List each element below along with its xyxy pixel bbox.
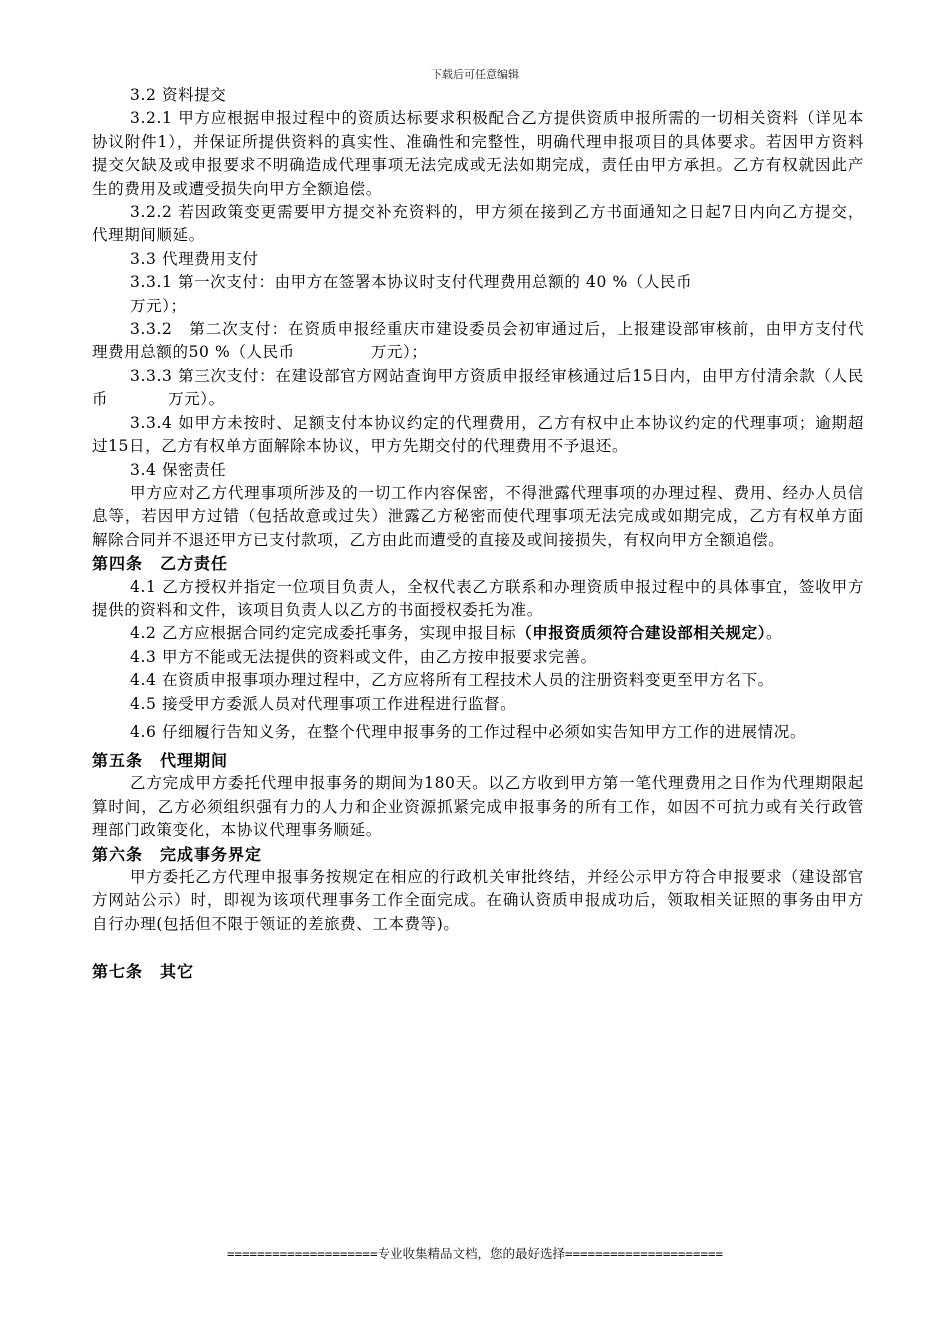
clause-4-1: 4.1 乙方授权并指定一位项目负责人，全权代表乙方联系和办理资质申报过程中的具体事宜，签收甲方提供的资料和文件，该项目负责人以乙方的书面授权委托为准。 (92, 577, 864, 619)
clause-3-3-3-text: 3.3.3 第三次支付：在建设部官方网站查询甲方资质申报经审核通过后15日内，由甲方付清余款（人民币 (92, 366, 864, 409)
clause-4-2-text: 4.2 乙方应根据合同约定完成委托事务，实现申报目标 (130, 624, 517, 643)
clause-4-6: 4.6 仔细履行告知义务，在整个代理申报事务的工作过程中必须如实告知甲方工作的进展情况。 (130, 722, 806, 741)
clause-4-2-bold-note: （申报资质须符合建设部相关规定） (516, 624, 767, 643)
clause-4-4: 4.4 在资质申报事项办理过程中，乙方应将所有工程技术人员的注册资料变更至甲方名下。 (130, 671, 774, 690)
clause-3-3-2-tail: 万元）； (370, 343, 428, 362)
clause-4-3: 4.3 甲方不能或无法提供的资料或文件，由乙方按申报要求完善。 (130, 647, 597, 666)
section-3-4-title: 3.4 保密责任 (130, 460, 227, 479)
clause-3-3-1-tail: 万元）； (130, 296, 187, 315)
clause-3-3-3-tail: 万元）。 (168, 390, 225, 409)
clause-3-3-4: 3.3.4 如甲方未按时、足额支付本协议约定的代理费用，乙方有权中止本协议约定的代理事项；逾期超过15日，乙方有权单方面解除本协议，甲方先期交付的代理费用不予退还。 (92, 413, 864, 456)
clause-3-3-2-text: 3.3.2 第二次支付：在资质申报经重庆市建设委员会初审通过后，上报建设部审核前，由甲方支付代理费用总额的50 %（人民币 (92, 320, 864, 362)
clause-4-5: 4.5 接受甲方委派人员对代理事项工作进程进行监督。 (130, 694, 517, 713)
clause-4-2 (92, 622, 864, 645)
page-footer: ====================专业收集精品文档，您的最好选择===================== (226, 1246, 724, 1261)
clause-3-2-2: 3.2.2 若因政策变更需要甲方提交补充资料的，甲方须在接到乙方书面通知之日起7日内向乙方提交，代理期间顺延。 (92, 203, 864, 245)
section-3-2-title: 3.2 资料提交 (130, 86, 227, 104)
clause-3-4-body: 甲方应对乙方代理事项所涉及的一切工作内容保密，不得泄露代理事项的办理过程、费用、经办人员信息等，若因甲方过错（包括故意或过失）泄露乙方秘密而使代理事项无法完成或如期完成，乙方有权单方面解除合同并不退还甲方已支付款项，乙方由此而遭受的直接及或间接损失，有权向甲方全额追偿。 (92, 483, 864, 549)
document-body (92, 84, 864, 984)
article-4-title: 第四条 乙方责任 (92, 554, 229, 574)
clause-3-3-3 (92, 365, 864, 412)
clause-3-3-1 (92, 271, 864, 318)
clause-4-2-end: 。 (766, 624, 783, 643)
clause-3-2-1: 3.2.1 甲方应根据申报过程中的资质达标要求积极配合乙方提供资质申报所需的一切相关资料（详见本协议附件1），并保证所提供资料的真实性、准确性和完整性，明确代理申报项目的具体要求。若因甲方资料提交欠缺及或申报要求不明确造成代理事项无法完成或无法如期完成，责任由甲方承担。乙方有权就因此产生的费用及或遭受损失向甲方全额追偿。 (92, 109, 864, 198)
article-5-title: 第五条 代理期间 (92, 750, 229, 770)
article-5-body: 乙方完成甲方委托代理申报事务的期间为180天。以乙方收到甲方第一笔代理费用之日作为代理期限起算时间，乙方必须组织强有力的人力和企业资源抓紧完成申报事务的所有工作，如因不可抗力或有关行政管理部门政策变化，本协议代理事务顺延。 (92, 774, 864, 840)
page-header: 下载后可任意编辑 (431, 68, 519, 81)
clause-3-3-1-text: 3.3.1 第一次支付：由甲方在签署本协议时支付代理费用总额的 40 %（人民币 (130, 273, 693, 292)
clause-3-3-2 (92, 318, 864, 365)
article-7-title: 第七条 其它 (92, 962, 195, 982)
article-6-title: 第六条 完成事务界定 (92, 844, 263, 864)
article-6-body: 甲方委托乙方代理申报事务按规定在相应的行政机关审批终结，并经公示甲方符合申报要求（建设部官方网站公示）时，即视为该项代理事务工作全面完成。在确认资质申报成功后，领取相关证照的事务由甲方自行办理(包括但不限于领证的差旅费、工本费等)。 (92, 868, 864, 933)
section-3-3-title: 3.3 代理费用支付 (130, 249, 259, 268)
